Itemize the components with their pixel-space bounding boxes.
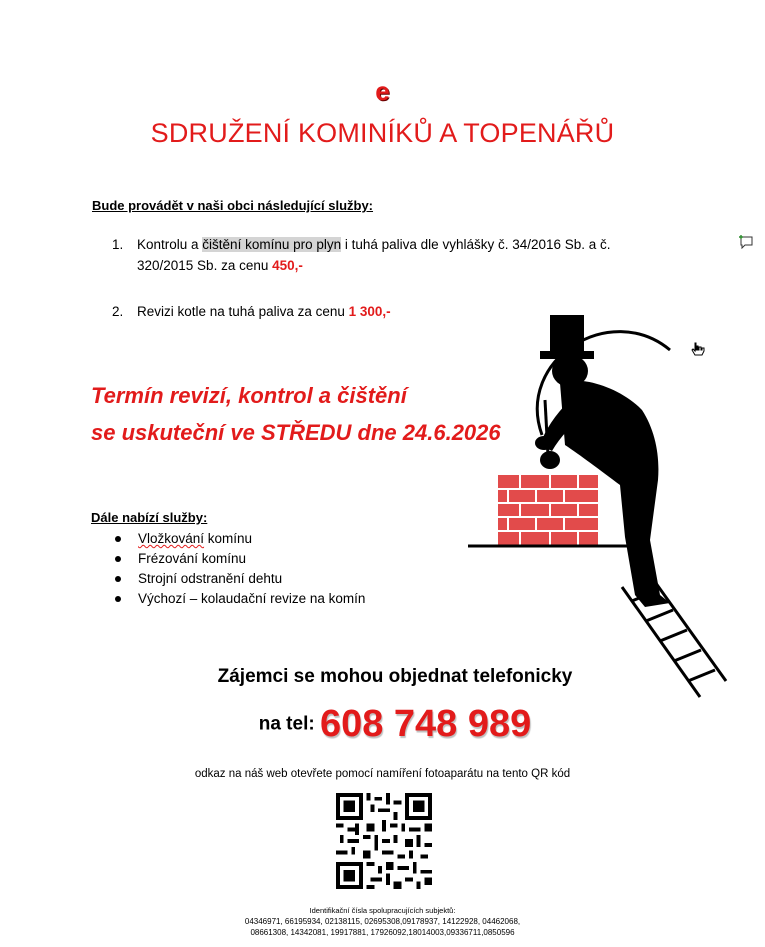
phone-label: na tel: xyxy=(258,713,320,735)
brick-chimney xyxy=(498,475,598,545)
services-heading: Bude provádět v naši obci následující služby: xyxy=(92,198,374,213)
service-number: 2. xyxy=(112,304,124,319)
service-price: 1 300,- xyxy=(348,304,391,319)
service-price: 450,- xyxy=(272,258,303,273)
service-text: Kontrolu a xyxy=(137,237,203,252)
phone-number: 608 748 989 xyxy=(319,703,532,745)
spellcheck-word: Vložkování xyxy=(138,531,205,546)
list-item-text: komínu xyxy=(204,531,253,546)
comment-add-icon[interactable] xyxy=(738,234,754,249)
list-item-text: Výchozí – kolaudační revize na komín xyxy=(138,591,366,606)
service-text: i tuhá paliva dle vyhlášky č. 34/2016 Sb. a č. 320/2015 Sb. za cenu xyxy=(137,237,611,273)
order-line: Zájemci se mohou objednat telefonicky xyxy=(217,666,573,687)
list-item-text: Frézování komínu xyxy=(138,551,247,566)
term-line-1: Termín revizí, kontrol a čištění xyxy=(91,383,407,408)
chimney-sweep-icon xyxy=(460,305,730,700)
list-item xyxy=(113,529,365,549)
service-item-1 xyxy=(112,234,657,276)
phone-row xyxy=(0,703,765,746)
list-item xyxy=(113,589,365,609)
term-line-2: se uskuteční ve STŘEDU dne 24.6.2026 xyxy=(91,420,501,445)
qr-hint: odkaz na náš web otevřete pomocí namíření fotoaparátu na tento QR kód xyxy=(194,768,571,780)
other-services-heading: Dále nabízí služby: xyxy=(91,510,208,525)
other-services-list xyxy=(113,529,365,609)
list-item-text: Strojní odstranění dehtu xyxy=(138,571,283,586)
list-item xyxy=(113,549,365,569)
qr-code-icon xyxy=(336,793,432,889)
organization-title: SDRUŽENÍ KOMINÍKŮ A TOPENÁŘŮ xyxy=(150,118,615,148)
highlighted-text: čištění komínu pro plyn xyxy=(202,237,342,252)
identifiers-title: Identifikační čísla spolupracujících subjektů: xyxy=(309,906,456,915)
identifiers-line-2: 08661308, 14342081, 19917881, 17926092,18014003,09336711,0850596 xyxy=(250,928,515,937)
list-item xyxy=(113,569,365,589)
service-text: Revizi kotle na tuhá paliva za cenu xyxy=(137,304,349,319)
service-number: 1. xyxy=(112,237,124,252)
hand-cursor-icon xyxy=(690,342,706,359)
identifiers-line-1: 04346971, 66195934, 02138115, 02695308,09178937, 14122928, 04462068, xyxy=(244,917,521,926)
logo-letter: e xyxy=(375,76,390,106)
